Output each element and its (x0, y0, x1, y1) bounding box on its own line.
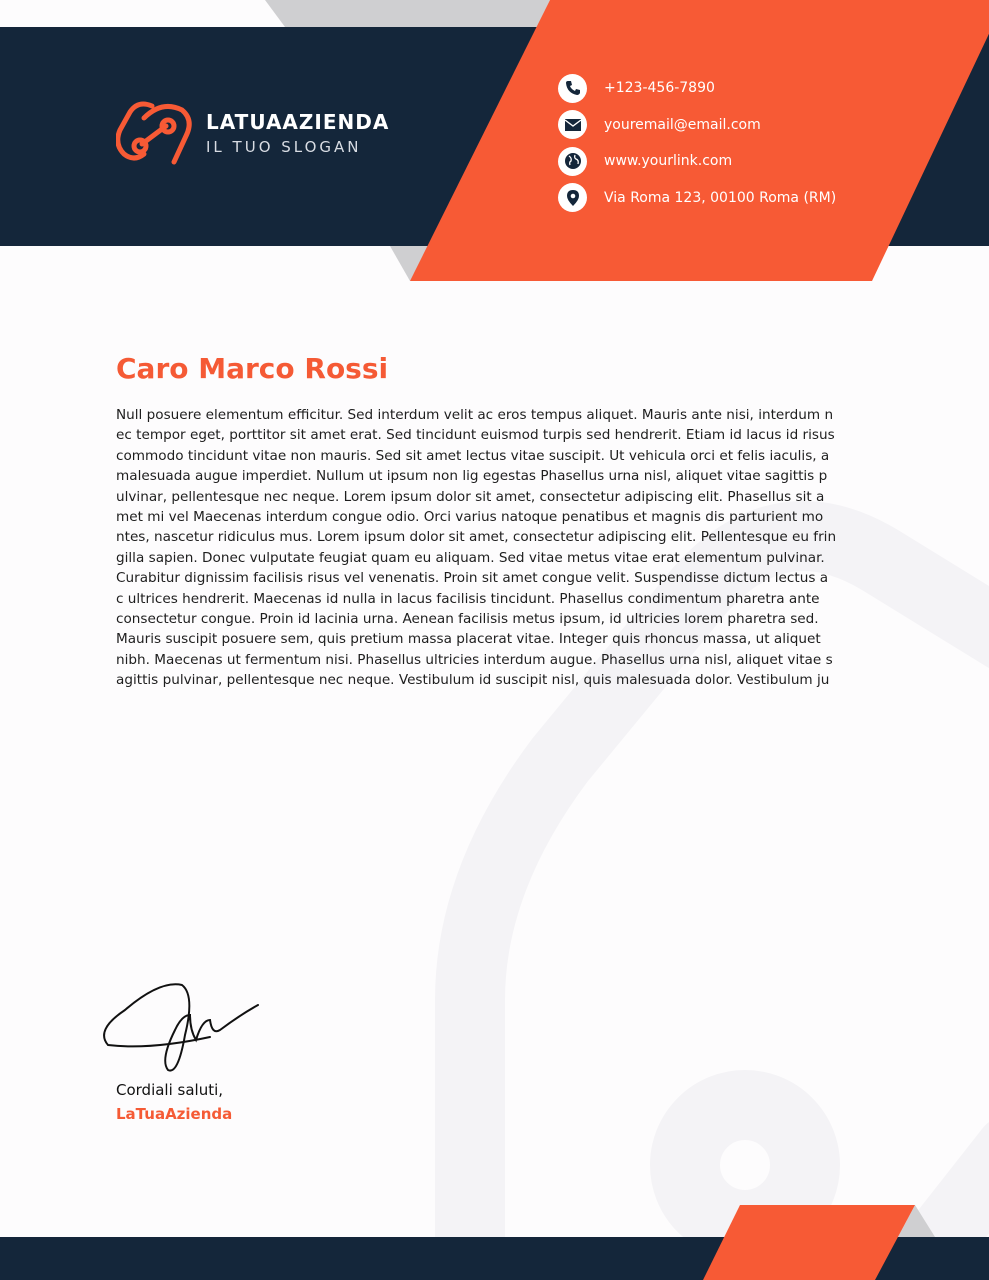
letter-sender: LaTuaAzienda (116, 1105, 233, 1123)
top-gray-stripe (265, 0, 550, 27)
email-icon (558, 110, 587, 139)
contact-list (558, 70, 836, 216)
body-line: met mi vel Maecenas interdum congue odio. Orci varius natoque penatibus et magnis dis parturient mo (116, 509, 824, 526)
email-address[interactable]: youremail@email.com (604, 116, 761, 133)
letter-closing: Cordiali saluti, (116, 1081, 224, 1099)
letter-body (116, 405, 886, 691)
body-line: agittis pulvinar, pellentesque nec neque. Vestibulum id suscipit nisl, quis malesuada dolor. Vestibulum ju (116, 672, 830, 689)
company-slogan: IL TUO SLOGAN (206, 138, 362, 156)
body-line: ntes, nascetur ridiculus mus. Lorem ipsum dolor sit amet, consectetur adipiscing elit. Pellentesque eu frin (116, 529, 837, 546)
contact-phone (558, 70, 836, 107)
body-line: Curabitur dignissim facilisis risus vel venenatis. Proin sit amet congue velit. Suspendisse dictum lectus a (116, 570, 829, 587)
logo-mark-icon (116, 100, 194, 166)
body-line: consectetur congue. Proin id lacinia urna. Aenean facilisis metus ipsum, id ultricies lorem pharetra sed. (116, 611, 819, 628)
contact-website (558, 143, 836, 180)
body-line: commodo tincidunt vitae non mauris. Sed sit amet lectus vitae suscipit. Ut vehicula orci et felis iaculis, a (116, 447, 830, 464)
body-line: gilla sapien. Donec vulputate feugiat quam eu aliquam. Sed vitae metus vitae erat elementum pulvinar. (116, 549, 825, 566)
letter-greeting: Caro Marco Rossi (116, 352, 389, 385)
contact-email (558, 107, 836, 144)
phone-number[interactable]: +123-456-7890 (604, 80, 715, 97)
handwritten-signature (100, 975, 265, 1080)
body-line: c ultrices hendrerit. Maecenas id nulla in lacus facilisis tincidunt. Phasellus condimentum pharetra ante (116, 590, 820, 607)
company-logo (116, 100, 389, 166)
body-line: Null posuere elementum efficitur. Sed interdum velit ac eros tempus aliquet. Mauris ante nisi, interdum n (116, 407, 834, 423)
website-link[interactable]: www.yourlink.com (604, 153, 733, 170)
body-line: ec tempor eget, porttitor sit amet erat. Sed tincidunt euismod turpis sed hendrerit. Etiam id lacus id risus (116, 427, 835, 444)
globe-icon (558, 147, 587, 176)
phone-icon (558, 74, 587, 103)
body-line: ulvinar, pellentesque nec neque. Lorem ipsum dolor sit amet, consectetur adipiscing elit. Phasellus sit a (116, 488, 825, 505)
company-name: LATUAAZIENDA (206, 110, 390, 134)
body-line: malesuada augue imperdiet. Nullum ut ipsum non lig egestas Phasellus urna nisl, aliquet vitae sagittis p (116, 468, 828, 485)
location-pin-icon (558, 183, 587, 212)
address-text: Via Roma 123, 00100 Roma (RM) (604, 189, 837, 206)
contact-address (558, 180, 836, 217)
body-line: Mauris suscipit posuere sem, quis pretium massa placerat vitae. Integer quis rhoncus massa, ut aliquet (116, 631, 821, 648)
body-line: nibh. Maecenas ut fermentum nisi. Phasellus ultricies interdum augue. Phasellus urna nisl, aliquet vitae s (116, 651, 833, 668)
